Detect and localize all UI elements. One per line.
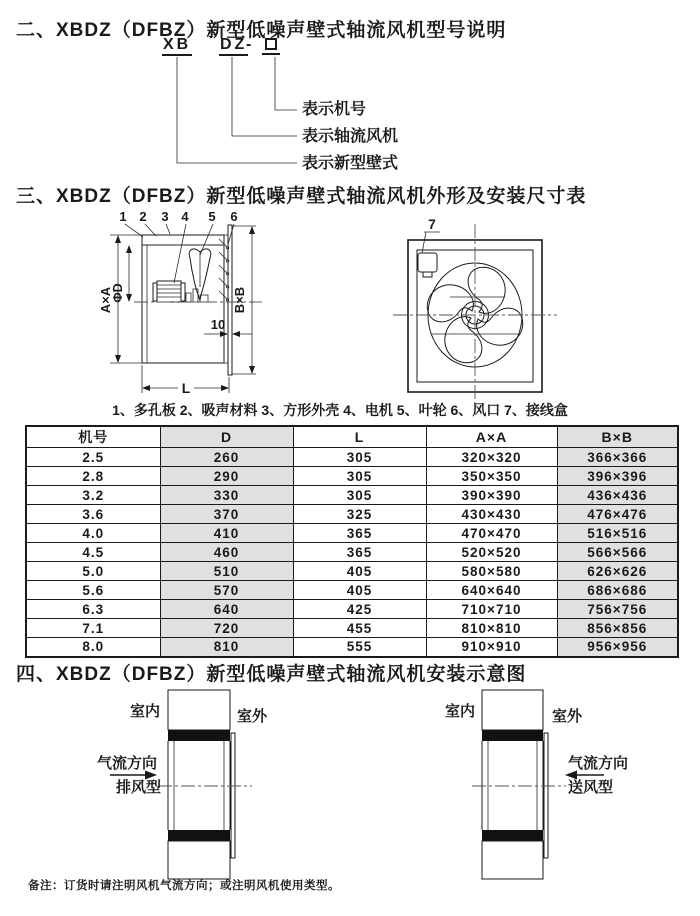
table-cell: 350×350 — [426, 467, 557, 486]
part-number-3: 3 — [161, 209, 169, 224]
label-airflow: 气流方向 — [97, 755, 158, 772]
callout-wall-type: 表示新型壁式 — [302, 155, 399, 172]
table-cell: 405 — [293, 581, 426, 600]
table-cell: 436×436 — [557, 486, 678, 505]
table-cell: 2.5 — [26, 448, 160, 467]
dim-label-10: 10 — [210, 317, 226, 332]
table-cell: 720 — [160, 619, 293, 638]
table-cell: 425 — [293, 600, 426, 619]
table-cell: 455 — [293, 619, 426, 638]
outer-panel — [544, 733, 548, 858]
table-cell: 520×520 — [426, 543, 557, 562]
col-header-bxb: B×B — [557, 426, 678, 448]
table-cell: 640×640 — [426, 581, 557, 600]
table-cell: 910×910 — [426, 638, 557, 657]
table-cell: 5.6 — [26, 581, 160, 600]
table-cell: 710×710 — [426, 600, 557, 619]
table-row — [26, 448, 678, 467]
table-cell: 956×956 — [557, 638, 678, 657]
table-cell: 570 — [160, 581, 293, 600]
dim-label-axa: A×A — [98, 286, 113, 314]
table-cell: 320×320 — [426, 448, 557, 467]
model-mid: DZ — [219, 37, 248, 56]
table-cell: 365 — [293, 543, 426, 562]
wall-brick-top — [168, 690, 230, 730]
section2-title: 二、XBDZ（DFBZ）新型低噪声壁式轴流风机型号说明 — [16, 20, 507, 41]
table-header-row — [26, 426, 678, 448]
table-cell: 305 — [293, 467, 426, 486]
label-fan-type: 排风型 — [116, 779, 162, 796]
table-row — [26, 486, 678, 505]
table-cell: 3.6 — [26, 505, 160, 524]
table-cell: 4.0 — [26, 524, 160, 543]
table-cell: 405 — [293, 562, 426, 581]
table-cell: 330 — [160, 486, 293, 505]
side-view-drawing — [90, 203, 290, 400]
table-cell: 555 — [293, 638, 426, 657]
table-cell: 305 — [293, 448, 426, 467]
table-cell: 8.0 — [26, 638, 160, 657]
part-number-6: 6 — [230, 209, 238, 224]
label-indoor: 室内 — [129, 703, 160, 720]
table-row — [26, 638, 678, 657]
table-cell: 470×470 — [426, 524, 557, 543]
table-cell: 260 — [160, 448, 293, 467]
outer-panel — [231, 733, 235, 858]
table-cell: 640 — [160, 600, 293, 619]
table-cell: 686×686 — [557, 581, 678, 600]
table-cell: 566×566 — [557, 543, 678, 562]
model-size-placeholder — [262, 37, 280, 55]
spec-table-body — [26, 448, 678, 657]
col-header-axa: A×A — [426, 426, 557, 448]
table-cell: 4.5 — [26, 543, 160, 562]
junction-box — [418, 253, 437, 272]
table-cell: 810 — [160, 638, 293, 657]
part-number-2: 2 — [139, 209, 147, 224]
table-cell: 305 — [293, 486, 426, 505]
spec-table — [25, 425, 679, 658]
table-cell: 325 — [293, 505, 426, 524]
model-callout-lines — [160, 57, 300, 169]
wall-brick-bottom — [168, 841, 230, 879]
label-fan-type: 送风型 — [568, 779, 614, 796]
wall-brick-bottom — [482, 841, 543, 879]
install-diagram-exhaust — [90, 685, 268, 881]
part-number-1: 1 — [119, 209, 127, 224]
table-row — [26, 543, 678, 562]
table-row — [26, 581, 678, 600]
table-cell: 516×516 — [557, 524, 678, 543]
col-header-size: 机号 — [26, 426, 160, 448]
dim-label-phid: ΦD — [111, 283, 125, 303]
table-cell: 476×476 — [557, 505, 678, 524]
callout-axial-fan: 表示轴流风机 — [302, 128, 399, 145]
table-cell: 430×430 — [426, 505, 557, 524]
table-cell: 5.0 — [26, 562, 160, 581]
table-cell: 856×856 — [557, 619, 678, 638]
table-cell: 756×756 — [557, 600, 678, 619]
table-row — [26, 524, 678, 543]
part-number-5: 5 — [208, 209, 216, 224]
part-number-4: 4 — [181, 209, 189, 224]
table-cell: 2.8 — [26, 467, 160, 486]
install-diagram-supply — [430, 685, 640, 881]
table-cell: 410 — [160, 524, 293, 543]
order-note: 备注：订货时请注明风机气流方向；或注明风机使用类型。 — [28, 880, 340, 892]
dim-label-bxb: B×B — [232, 286, 247, 314]
table-row — [26, 619, 678, 638]
table-cell: 7.1 — [26, 619, 160, 638]
placeholder-square-icon — [265, 38, 277, 50]
table-cell: 510 — [160, 562, 293, 581]
table-cell: 390×390 — [426, 486, 557, 505]
table-cell: 810×810 — [426, 619, 557, 638]
table-cell: 290 — [160, 467, 293, 486]
label-airflow: 气流方向 — [568, 755, 629, 772]
label-outdoor: 室外 — [552, 708, 583, 725]
table-row — [26, 505, 678, 524]
table-cell: 460 — [160, 543, 293, 562]
part-number-7: 7 — [428, 217, 436, 232]
table-cell: 396×396 — [557, 467, 678, 486]
table-row — [26, 600, 678, 619]
col-header-l: L — [293, 426, 426, 448]
table-cell: 626×626 — [557, 562, 678, 581]
table-row — [26, 467, 678, 486]
model-dash: - — [246, 36, 252, 53]
table-cell: 370 — [160, 505, 293, 524]
table-cell: 580×580 — [426, 562, 557, 581]
front-view-drawing — [395, 212, 565, 410]
section4-title: 四、XBDZ（DFBZ）新型低噪声壁式轴流风机安装示意图 — [16, 664, 527, 685]
section3-title: 三、XBDZ（DFBZ）新型低噪声壁式轴流风机外形及安装尺寸表 — [16, 186, 587, 207]
parts-legend: 1、多孔板 2、吸声材料 3、方形外壳 4、电机 5、叶轮 6、风口 7、接线盒 — [112, 402, 568, 418]
table-cell: 6.3 — [26, 600, 160, 619]
col-header-d: D — [160, 426, 293, 448]
table-cell: 366×366 — [557, 448, 678, 467]
callout-fan-size: 表示机号 — [302, 101, 367, 118]
table-cell: 365 — [293, 524, 426, 543]
dim-label-l: L — [181, 380, 191, 396]
table-row — [26, 562, 678, 581]
wall-brick-top — [482, 690, 543, 730]
model-prefix: XB — [162, 37, 192, 56]
label-indoor: 室内 — [444, 703, 475, 720]
table-cell: 3.2 — [26, 486, 160, 505]
label-outdoor: 室外 — [237, 708, 268, 725]
